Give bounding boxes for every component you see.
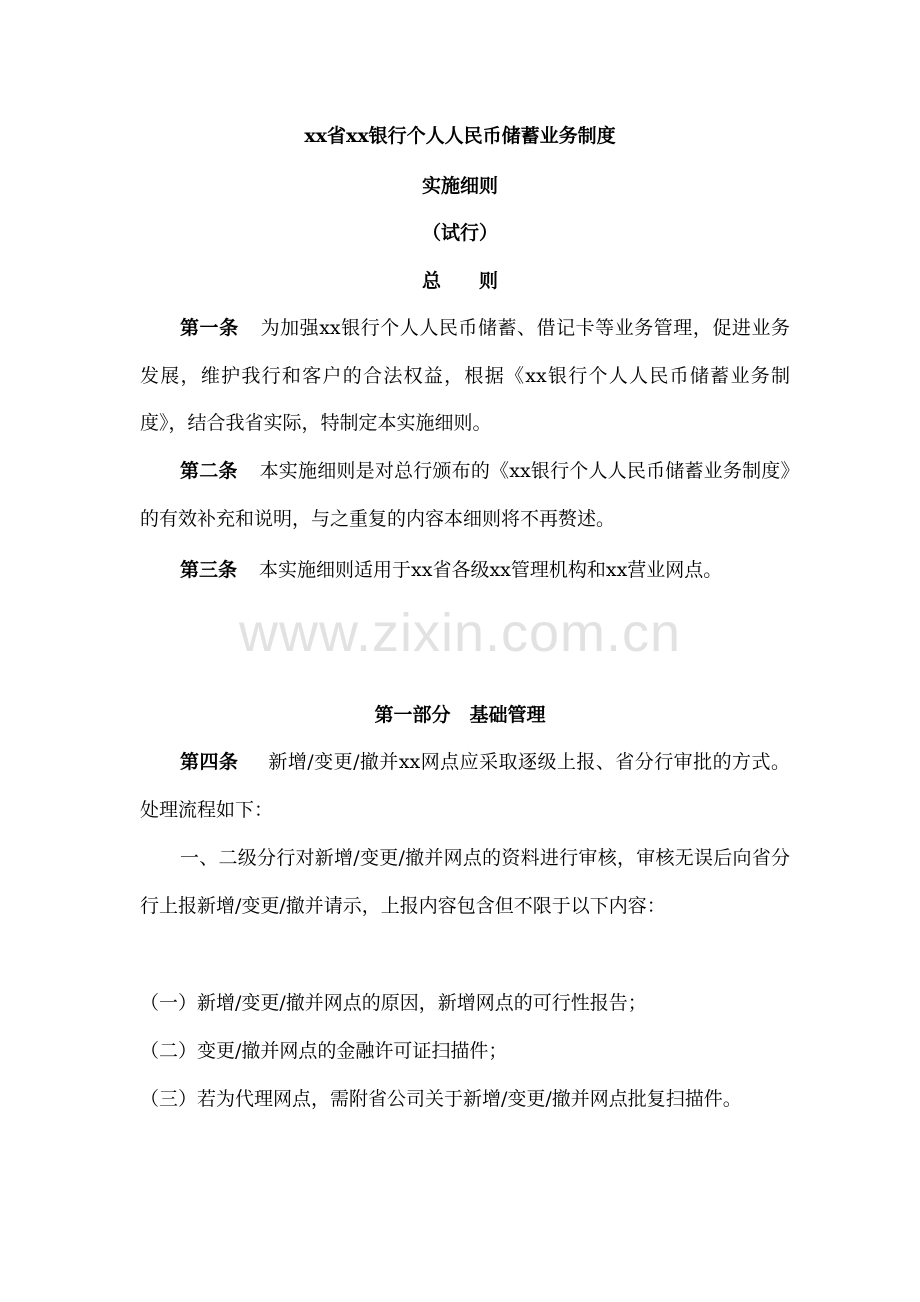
sub-item-2: （二）变更/撤并网点的金融许可证扫描件； (140, 1040, 508, 1062)
article-3-label: 第三条 (180, 559, 238, 581)
article-4-label: 第四条 (180, 751, 239, 773)
article-4-text: 新增/变更/撤并xx网点应采取逐级上报、省分行审批的方式。处理流程如下： (140, 751, 790, 821)
part-1-heading: 第一部分 基础管理 (374, 704, 546, 726)
article-1-text: 为加强xx银行个人人民币储蓄、借记卡等业务管理，促进业务发展，维护我行和客户的合法权益，根据《xx银行个人人民币储蓄业务制度》，结合我省实际，特制定本实施细则。 (140, 317, 790, 434)
article-3-text: 本实施细则适用于xx省各级xx管理机构和xx营业网点。 (259, 559, 723, 581)
article-2-text: 本实施细则是对总行颁布的《xx银行个人人民币储蓄业务制度》的有效补充和说明，与之重复的内容本细则将不再赘述。 (140, 460, 790, 530)
article-4 (140, 739, 790, 834)
document-title: xx省xx银行个人人民币储蓄业务制度 (304, 125, 616, 147)
article-2-label: 第二条 (180, 460, 238, 482)
item-1: 一、二级分行对新增/变更/撤并网点的资料进行审核，审核无误后向省分行上报新增/变更/撤并请示，上报内容包含但不限于以下内容： (140, 847, 790, 917)
article-1-label: 第一条 (180, 317, 239, 339)
document-subtitle: 实施细则 (421, 175, 498, 197)
article-1 (140, 305, 790, 448)
general-provisions-heading: 总 则 (421, 270, 498, 292)
sub-item-3: （三）若为代理网点，需附省公司关于新增/变更/撤并网点批复扫描件。 (140, 1088, 742, 1110)
article-2 (140, 448, 790, 543)
trial-label: （试行） (421, 222, 498, 244)
article-3 (140, 547, 790, 595)
watermark: www.zixin.com.cn (238, 603, 682, 663)
sub-item-1: （一）新增/变更/撤并网点的原因，新增网点的可行性报告； (140, 992, 647, 1014)
